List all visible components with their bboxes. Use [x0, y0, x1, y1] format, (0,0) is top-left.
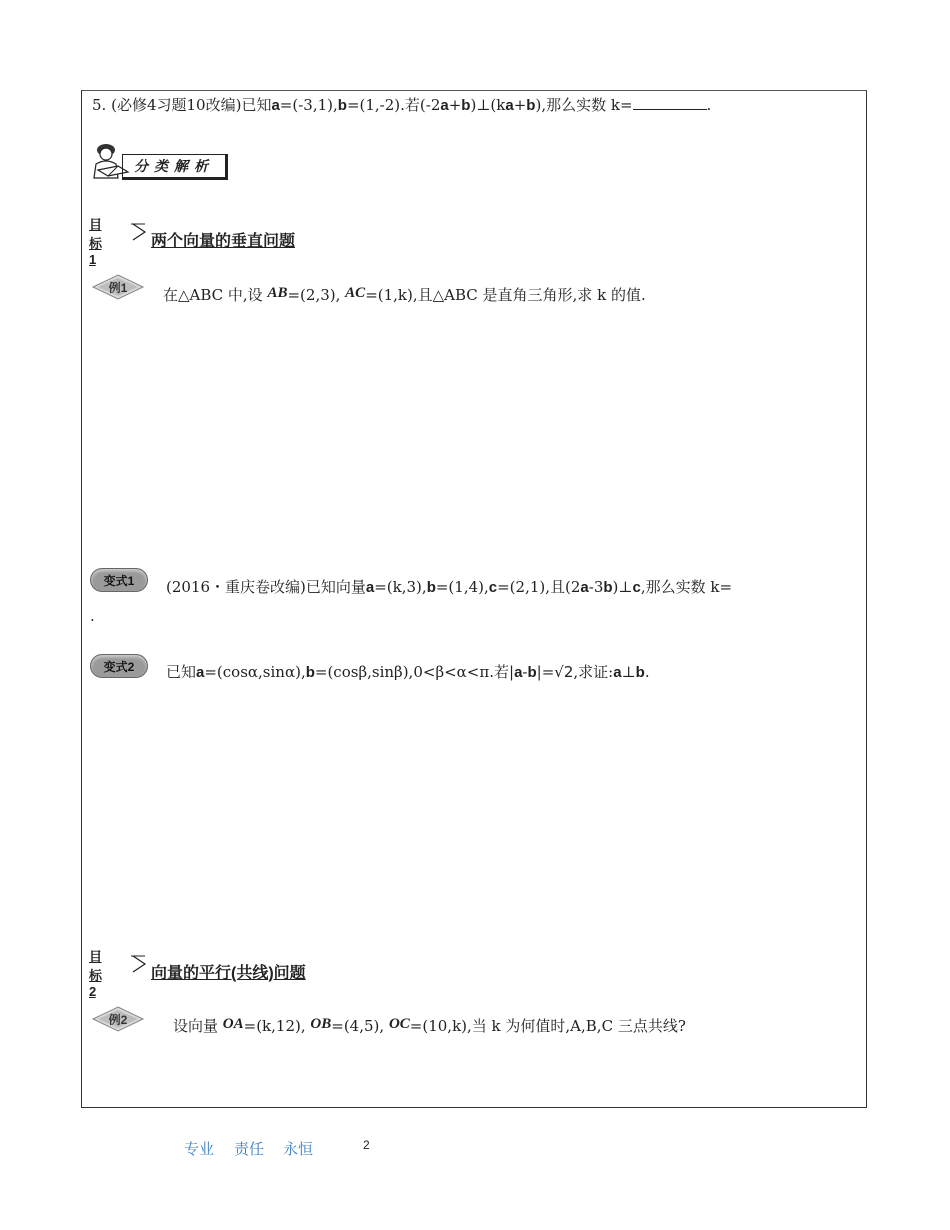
vector-b: b — [603, 579, 613, 596]
badge-label: 例1 — [108, 280, 128, 295]
vector-c: c — [632, 579, 641, 596]
example-badge — [92, 1006, 144, 1032]
text: )⊥(k — [470, 96, 506, 114]
text: . — [706, 96, 712, 114]
page-number: 2 — [363, 1138, 370, 1152]
vector-b: b — [635, 664, 645, 681]
variant-badge: 变式1 — [90, 568, 148, 592]
text: =(1,k),且△ABC 是直角三角形,求 k 的值. — [365, 286, 646, 304]
vector-a: a — [580, 579, 589, 596]
text: ,求证: — [573, 663, 614, 681]
text: =(cosα,sinα), — [204, 663, 306, 681]
text: )⊥ — [612, 578, 633, 596]
example-1-text — [163, 285, 646, 306]
text: =(k,3), — [374, 578, 427, 596]
variant-2-text — [166, 662, 650, 683]
footer-motto-1: 专业 — [184, 1141, 215, 1158]
text: + — [513, 96, 527, 114]
text: -3 — [588, 578, 604, 596]
text: 已知 — [241, 96, 272, 114]
vector-ac: AC — [345, 285, 366, 301]
vector-b: b — [461, 97, 471, 114]
vector-ab: AB — [267, 285, 288, 301]
text: =(4,5), — [331, 1017, 385, 1035]
problem-source: (必修4习题10改编) — [111, 96, 242, 114]
variant-1-dot: . — [90, 607, 95, 625]
vector-b: b — [527, 664, 537, 681]
answer-blank[interactable] — [633, 95, 707, 110]
text: ⊥ — [621, 663, 636, 681]
text: 已知 — [166, 663, 197, 681]
text: =(k,12), — [243, 1017, 306, 1035]
text: =(2,3), — [287, 286, 341, 304]
vector-b: b — [426, 579, 436, 596]
vector-a: a — [365, 579, 375, 596]
vector-a: a — [440, 97, 449, 114]
variant-1-text — [166, 577, 732, 598]
footer-motto-3: 永恒 — [283, 1141, 314, 1158]
text: (2016・重庆卷改编)已知向量 — [166, 578, 366, 596]
target-title: 两个向量的垂直问题 — [151, 233, 296, 250]
text: =(-3,1), — [279, 96, 338, 114]
text: ,那么实数 k= — [640, 578, 733, 596]
sqrt-two: √2 — [554, 663, 574, 681]
vector-a: a — [271, 97, 280, 114]
example-badge — [92, 274, 144, 300]
example-2-text — [173, 1016, 686, 1037]
vector-oa: OA — [222, 1016, 244, 1032]
vector-b: b — [337, 97, 347, 114]
text: |= — [536, 663, 555, 681]
text: - — [522, 663, 528, 681]
vector-a: a — [505, 97, 514, 114]
vector-b: b — [526, 97, 536, 114]
target-tag: 目标1 — [89, 217, 102, 267]
footer-motto-2: 责任 — [234, 1141, 265, 1158]
target-tag: 目标2 — [89, 949, 102, 999]
arrow-icon — [131, 220, 151, 242]
arrow-icon — [131, 952, 151, 974]
vector-a: a — [196, 664, 205, 681]
vector-a: a — [514, 664, 523, 681]
badge-label: 例2 — [108, 1012, 128, 1027]
text: =(1,4), — [435, 578, 489, 596]
text: ),那么实数 k= — [535, 96, 633, 114]
text: + — [448, 96, 462, 114]
section-title: 分类解析 — [122, 154, 228, 180]
text: 在△ABC 中,设 — [163, 286, 263, 304]
variant-badge: 变式2 — [90, 654, 148, 678]
vector-oc: OC — [388, 1016, 410, 1032]
target-title: 向量的平行(共线)问题 — [151, 965, 306, 982]
text: =(10,k),当 k 为何值时,A,B,C 三点共线? — [409, 1017, 686, 1035]
vector-c: c — [488, 579, 498, 596]
text: =(1,-2).若(-2 — [346, 96, 441, 114]
text: 设向量 — [173, 1017, 219, 1035]
problem-5 — [92, 95, 711, 116]
text: . — [644, 663, 650, 681]
text: =(cosβ,sinβ),0<β<α<π.若| — [314, 663, 515, 681]
problem-number: 5. — [92, 96, 107, 114]
text: =(2,1),且(2 — [497, 578, 581, 596]
vector-a: a — [613, 664, 622, 681]
vector-ob: OB — [310, 1016, 332, 1032]
vector-b: b — [305, 664, 315, 681]
